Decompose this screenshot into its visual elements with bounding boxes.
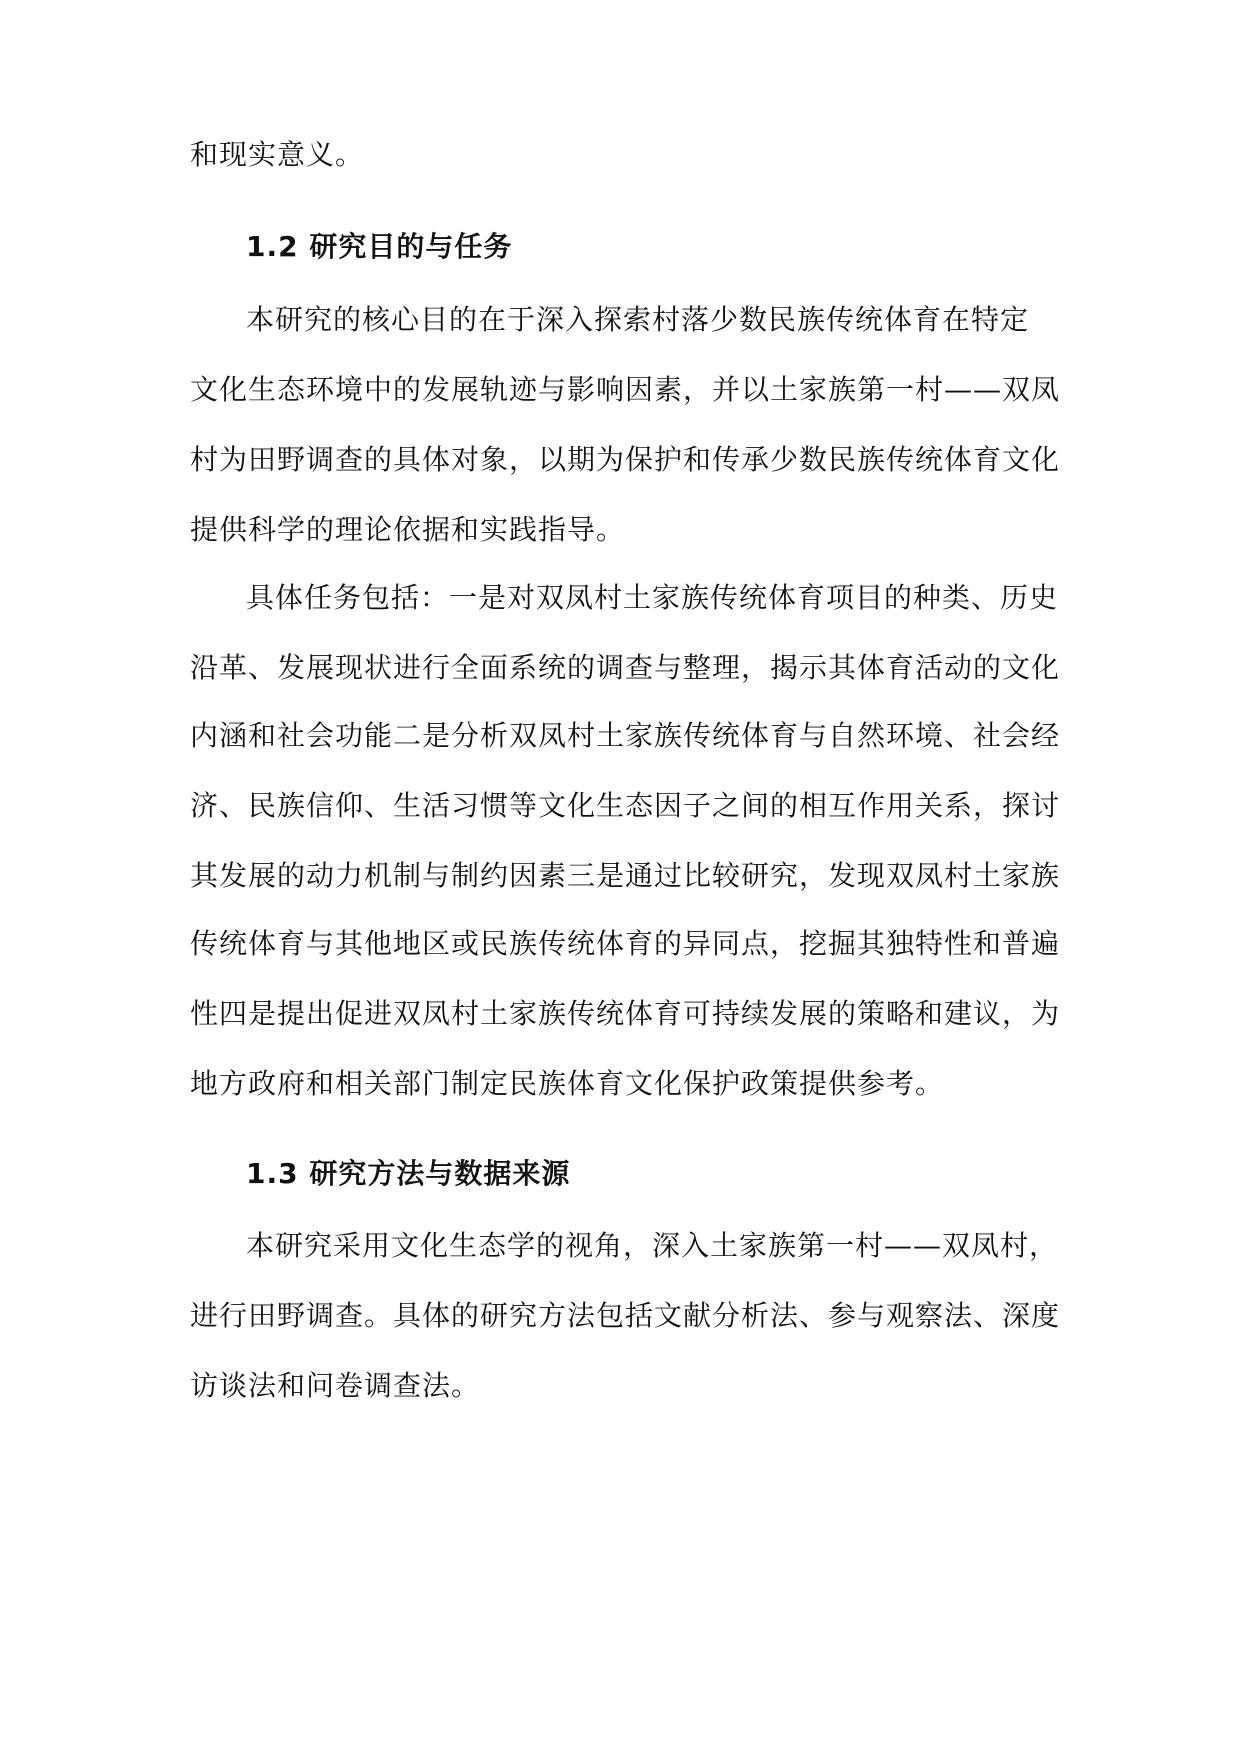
section-1-2-heading: 1.2 研究目的与任务 xyxy=(246,230,513,263)
paragraph-line: 地方政府和相关部门制定民族体育文化保护政策提供参考。 xyxy=(190,1067,945,1100)
intro-tail-line: 和现实意义。 xyxy=(190,138,365,171)
paragraph-line: 访谈法和问卷调查法。 xyxy=(190,1369,481,1402)
paragraph-line: 沿革、发展现状进行全面系统的调查与整理，揭示其体育活动的文化 xyxy=(190,651,1061,684)
paragraph-line: 具体任务包括：一是对双凤村土家族传统体育项目的种类、历史 xyxy=(246,581,1059,614)
paragraph-line: 性四是提出促进双凤村土家族传统体育可持续发展的策略和建议，为 xyxy=(190,997,1061,1030)
section-1-3-heading: 1.3 研究方法与数据来源 xyxy=(246,1157,571,1190)
paragraph-line: 提供科学的理论依据和实践指导。 xyxy=(190,513,626,546)
paragraph-line: 本研究的核心目的在于深入探索村落少数民族传统体育在特定 xyxy=(246,303,1030,336)
paragraph-line: 传统体育与其他地区或民族传统体育的异同点，挖掘其独特性和普遍 xyxy=(190,927,1061,960)
paragraph-line: 济、民族信仰、生活习惯等文化生态因子之间的相互作用关系，探讨 xyxy=(190,789,1061,822)
paragraph-line: 村为田野调查的具体对象，以期为保护和传承少数民族传统体育文化 xyxy=(190,443,1061,476)
paragraph-line: 本研究采用文化生态学的视角，深入土家族第一村——双凤村， xyxy=(246,1229,1059,1262)
paragraph-line: 其发展的动力机制与制约因素三是通过比较研究，发现双凤村土家族 xyxy=(190,859,1061,892)
paragraph-line: 内涵和社会功能二是分析双凤村土家族传统体育与自然环境、社会经 xyxy=(190,719,1061,752)
paragraph-line: 文化生态环境中的发展轨迹与影响因素，并以土家族第一村——双凤 xyxy=(190,373,1061,406)
paragraph-line: 进行田野调查。具体的研究方法包括文献分析法、参与观察法、深度 xyxy=(190,1299,1061,1332)
